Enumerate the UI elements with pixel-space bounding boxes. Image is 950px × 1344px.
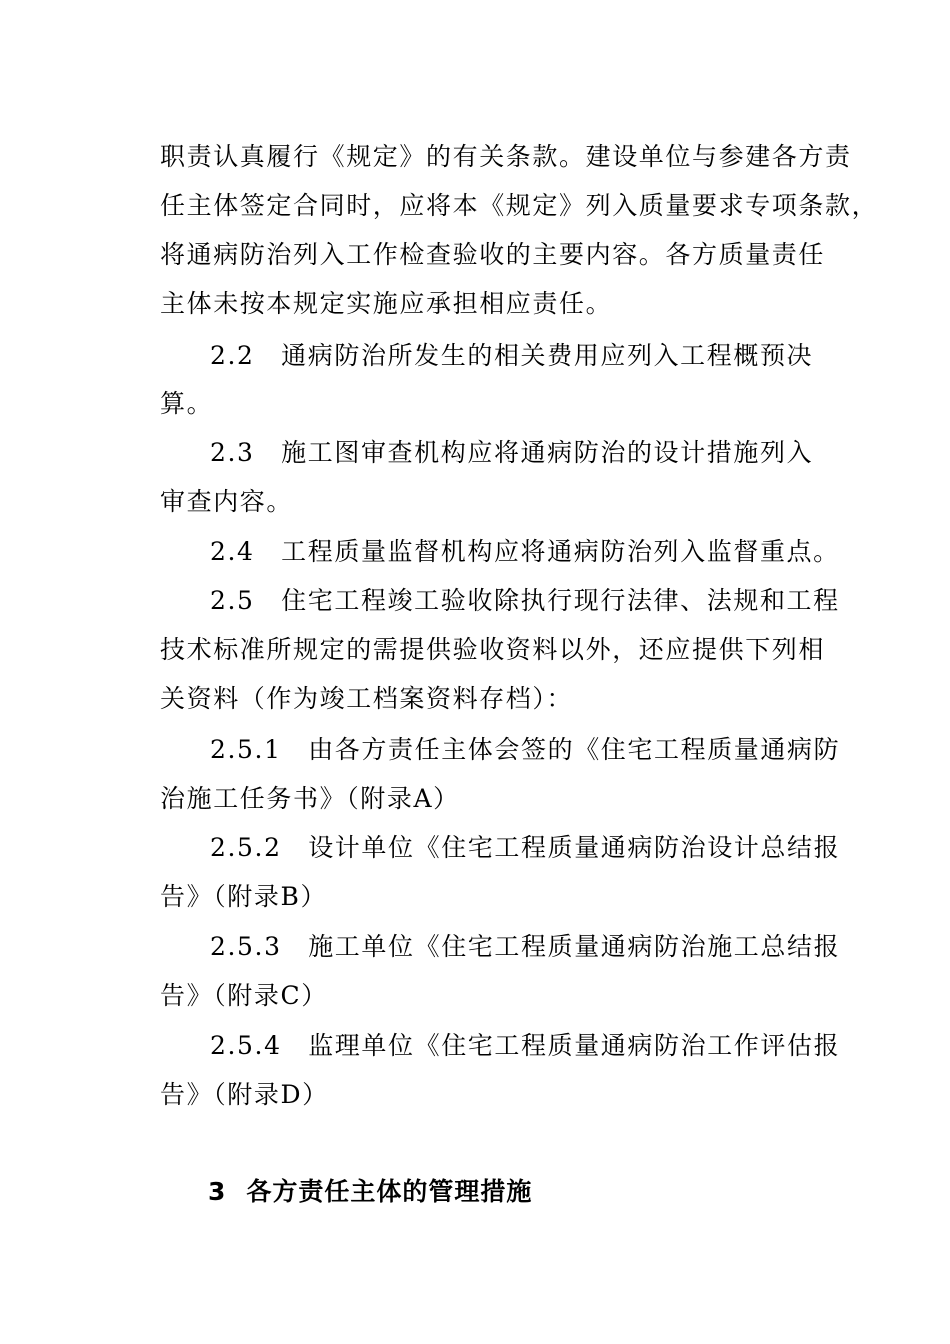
clause-2-5-1: 2.5.1 由各方责任主体会签的《住宅工程质量通病防 — [210, 735, 841, 764]
section-heading — [208, 1174, 532, 1210]
paragraph-line: 审查内容。 — [160, 487, 294, 516]
clause-2-5-2: 2.5.2 设计单位《住宅工程质量通病防治设计总结报 — [210, 833, 841, 862]
clause-2-3: 2.3 施工图审查机构应将通病防治的设计措施列入 — [210, 438, 814, 467]
clause-2-5-4: 2.5.4 监理单位《住宅工程质量通病防治工作评估报 — [210, 1031, 841, 1060]
paragraph-line: 职责认真履行《规定》的有关条款。建设单位与参建各方责 — [160, 142, 852, 171]
paragraph-line: 告》（附录D） — [160, 1080, 329, 1109]
section-title: 各方责任主体的管理措施 — [246, 1177, 533, 1206]
paragraph-line: 技术标准所规定的需提供验收资料以外，还应提供下列相 — [160, 635, 826, 664]
clause-2-5-3: 2.5.3 施工单位《住宅工程质量通病防治施工总结报 — [210, 932, 841, 961]
paragraph-line: 主体未按本规定实施应承担相应责任。 — [160, 289, 613, 318]
paragraph-line: 将通病防治列入工作检查验收的主要内容。各方质量责任 — [160, 240, 826, 269]
clause-2-2: 2.2 通病防治所发生的相关费用应列入工程概预决 — [210, 341, 814, 370]
paragraph-line: 任主体签定合同时，应将本《规定》列入质量要求专项条款， — [160, 191, 879, 220]
paragraph-line: 告》（附录B） — [160, 882, 328, 911]
clause-2-4: 2.4 工程质量监督机构应将通病防治列入监督重点。 — [210, 537, 840, 566]
paragraph-line: 关资料（作为竣工档案资料存档）： — [160, 684, 574, 713]
paragraph-line: 算。 — [160, 389, 214, 418]
paragraph-line: 告》（附录C） — [160, 981, 328, 1010]
paragraph-line: 治施工任务书》（附录A） — [160, 784, 460, 813]
clause-2-5: 2.5 住宅工程竣工验收除执行现行法律、法规和工程 — [210, 586, 840, 615]
section-number: 3 — [208, 1177, 227, 1206]
